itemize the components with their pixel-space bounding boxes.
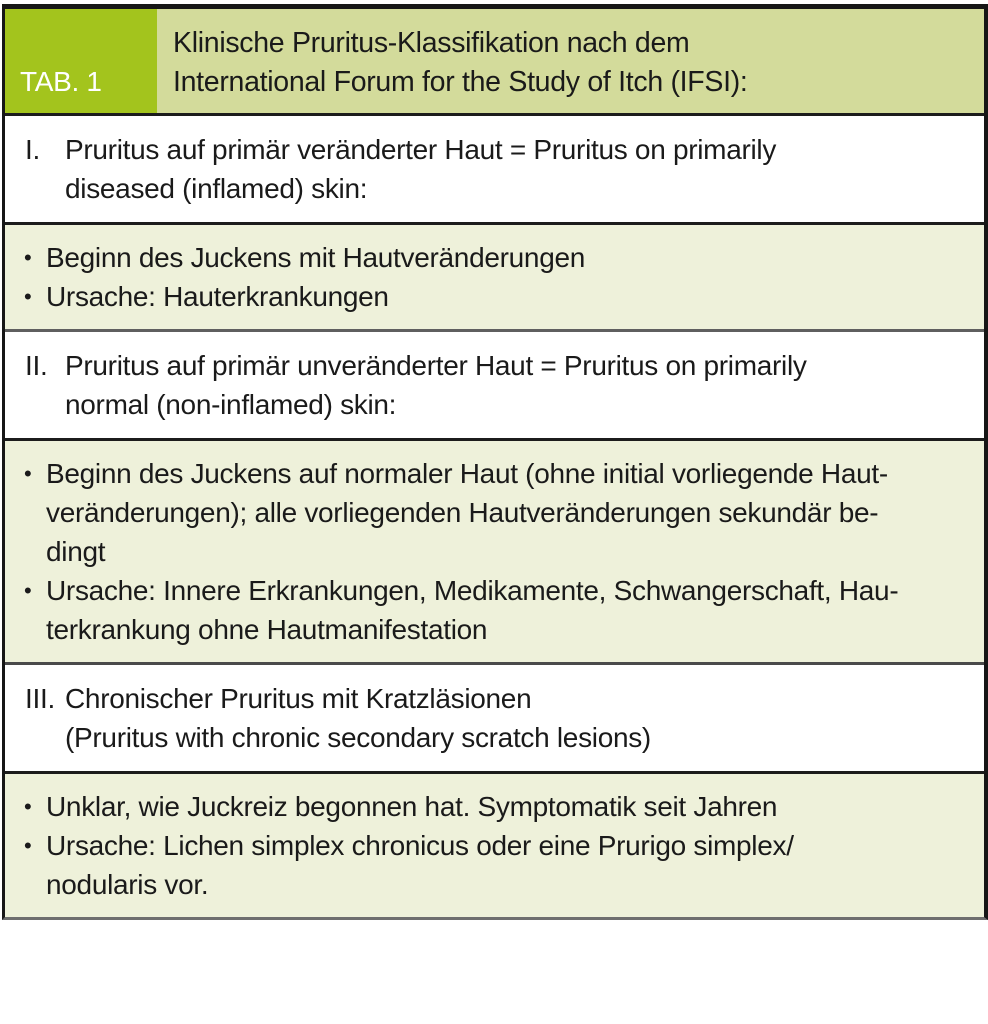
section-1-details-row — [5, 222, 984, 329]
bullet-text — [46, 277, 978, 316]
heading-line: diseased (inflamed) skin: — [65, 173, 368, 204]
table-title-line-1: Klinische Pruritus-Klassifikation nach dem — [173, 27, 690, 59]
bullet-line: Unklar, wie Juckreiz begonnen hat. Symptomatik seit Jahren — [46, 791, 778, 822]
bullet-line: Ursache: Lichen simplex chronicus oder eine Prurigo simplex/ — [46, 830, 794, 861]
bullet-icon: • — [24, 833, 32, 858]
bullet-item — [5, 277, 978, 316]
bullet-line: Ursache: Innere Erkrankungen, Medikamente, Schwangerschaft, Hau- — [46, 575, 899, 606]
table-title-line-2: International Forum for the Study of Itch (IFSI): — [173, 66, 748, 98]
section-3-heading-text — [65, 679, 978, 757]
bullet-line: terkrankung ohne Hautmanifestation — [46, 614, 488, 645]
bullet-icon: • — [24, 461, 32, 486]
section-2-heading-row — [5, 329, 984, 438]
bullet-icon: • — [24, 794, 32, 819]
bullet-text — [46, 787, 978, 826]
section-2-details-row — [5, 438, 984, 662]
bullet-line: dingt — [46, 536, 106, 567]
bullet-item — [5, 238, 978, 277]
bullet-text — [46, 826, 978, 904]
bullet-item — [5, 787, 978, 826]
table-header-row — [5, 9, 984, 113]
heading-line: (Pruritus with chronic secondary scratch lesions) — [65, 722, 651, 753]
bullet-icon: • — [24, 578, 32, 603]
section-1-numeral: I. — [25, 134, 40, 165]
section-3-heading-row — [5, 662, 984, 771]
bullet-line: Ursache: Hauterkrankungen — [46, 281, 389, 312]
heading-line: Pruritus auf primär veränderter Haut = Pruritus on primarily — [65, 134, 777, 165]
bullet-icon: • — [24, 284, 32, 309]
bullet-line: Beginn des Juckens mit Hautveränderungen — [46, 242, 586, 273]
table-number-label: TAB. 1 — [20, 66, 102, 97]
section-3-details-row — [5, 771, 984, 917]
pruritus-classification-table — [2, 4, 988, 920]
table-title — [157, 9, 984, 113]
bullet-text — [46, 571, 978, 649]
bullet-item — [5, 826, 978, 904]
section-2-numeral: II. — [25, 350, 48, 381]
heading-item — [5, 679, 978, 757]
bullet-icon: • — [24, 245, 32, 270]
heading-item — [5, 346, 978, 424]
bullet-line: Beginn des Juckens auf normaler Haut (ohne initial vorliegende Haut- — [46, 458, 888, 489]
heading-line: normal (non-inflamed) skin: — [65, 389, 397, 420]
heading-line: Chronischer Pruritus mit Kratzläsionen — [65, 683, 532, 714]
bullet-text — [46, 454, 978, 571]
bullet-item — [5, 454, 978, 571]
section-1-heading-row — [5, 113, 984, 222]
table-number-badge — [5, 9, 157, 113]
heading-line: Pruritus auf primär unveränderter Haut = Pruritus on primarily — [65, 350, 807, 381]
bullet-item — [5, 571, 978, 649]
bullet-text — [46, 238, 978, 277]
section-3-numeral: III. — [25, 683, 55, 714]
bullet-line: veränderungen); alle vorliegenden Hautveränderungen sekundär be- — [46, 497, 879, 528]
section-1-heading-text — [65, 130, 978, 208]
section-2-heading-text — [65, 346, 978, 424]
bullet-line: nodularis vor. — [46, 869, 209, 900]
heading-item — [5, 130, 978, 208]
